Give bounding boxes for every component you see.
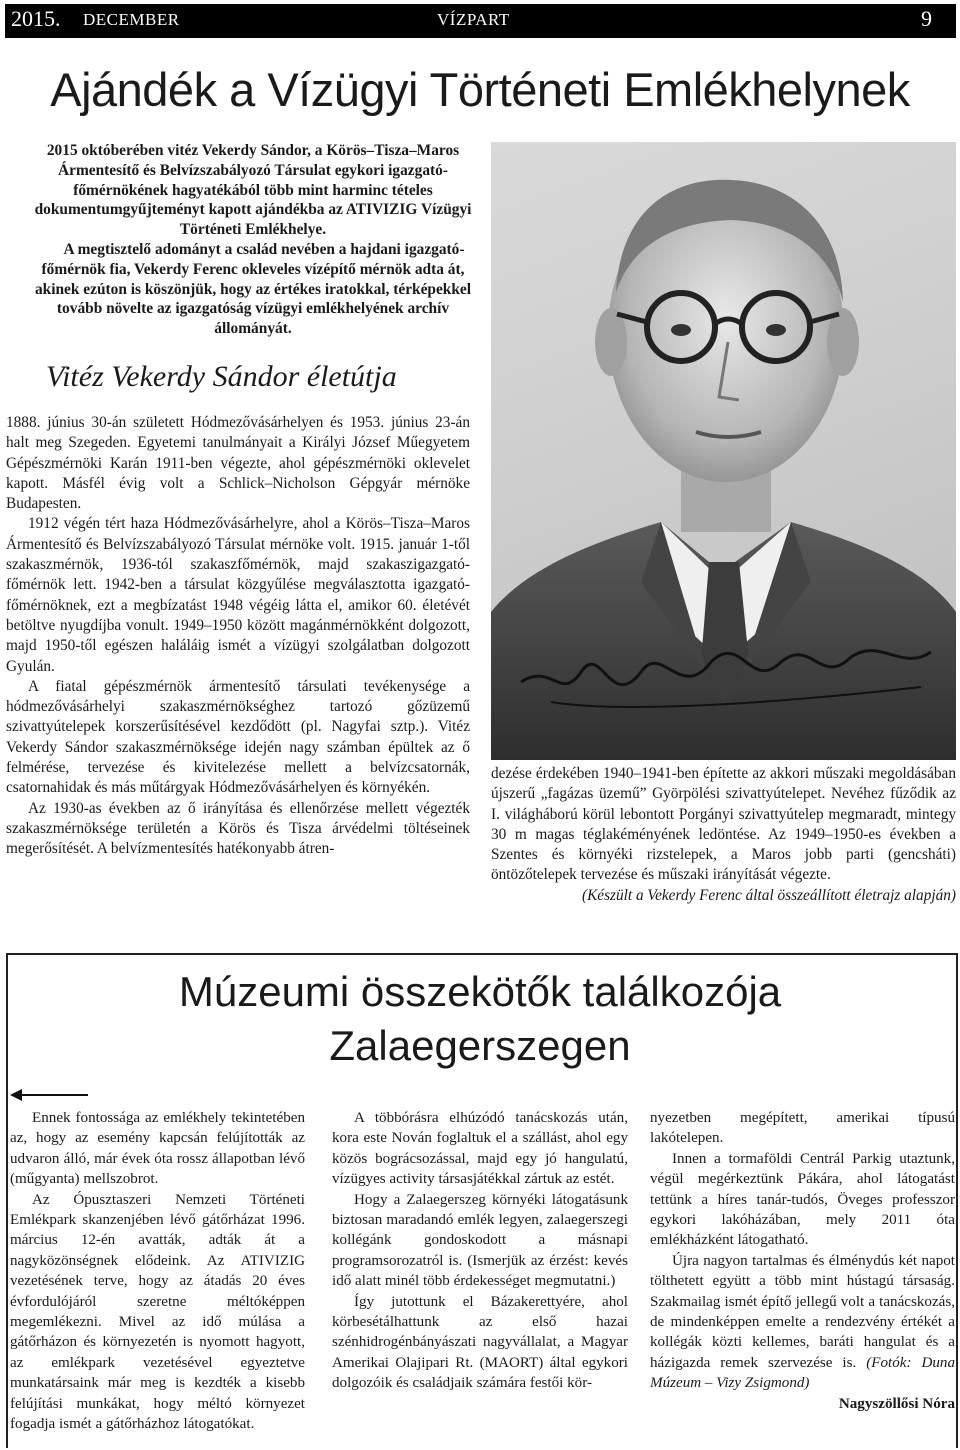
publication-name: VÍZPART — [437, 10, 510, 29]
body-paragraph: Így jutottunk el Bázakerettyére, ahol körbesétálhattunk az első hazai szénhidrogénbányászati nagyvállalat, a Magyar Amerikai Olajipari Rt. (MAORT) által egykori dolgozóik és családjaik számára festői kör- — [332, 1293, 628, 1392]
continuation-arrow-icon — [10, 1088, 90, 1102]
article-title: Ajándék a Vízügyi Történeti Emlékhelynek — [50, 63, 910, 116]
body-paragraph: Az 1930-as években az ő irányítása és ellenőrzése mellett végezték szakaszmérnöksége területén a Körös és Tisza árvédelmi töltéseinek megerősítését. A belvízmentesítés hatékonyabb átren- — [6, 799, 470, 858]
body-paragraph: dezése érdekében 1940–1941-ben építette az akkori műszaki megoldásában újszerű „fagázas üzemű” Györpölési szivattyútelepet. Nevéhez fűződik az I. világháború körül lebontott Porgányi szivattyútelep megmaradt, mintegy 30 m magas téglakéményének ledöntése. Az 1949–1950-es években a Szentes és környéki rizstelepek, a Maros jobb parti (gencsháti) öntözőtelepek tervezése és műszaki irányítását végezte. — [491, 765, 956, 884]
article2-title-line: Zalaegerszegen — [329, 1022, 631, 1069]
article2-column-3 — [650, 1108, 955, 1414]
body-paragraph: Ennek fontossága az emlékhely tekintetében az, hogy az esemény kapcsán felújították az udvaron álló, már évek óta rossz állapotban lévő (műgyanta) mellszobrot. — [10, 1110, 305, 1188]
body-paragraph: A fiatal gépészmérnök ármentesítő társulati tevékenysége a hódmezővásárhelyi szakaszmérnökséghez tartozó gőzüzemű szivattyútelepek korszerűsítésével kezdődött (pl. Nagyfai sztp.). Vitéz Vekerdy Sándor szakaszmérnöksége idején nagy számban épültek az ő felmérése, tervezése és kivitelezése mellett a belvízcsatornák, csatornahidak és más műtárgyak Hódmezővásárhelyen és környékén. — [6, 677, 470, 797]
author-name: Nagyszöllősi Nóra — [838, 1395, 955, 1412]
body-text: Újra nagyon tartalmas és élménydús két napot tölthetett együtt a több mint hústagú társaság. Szakmailag ismét építő jellegű volt a tanácskozás, de mindenképpen emelte a rendezvény értékét a kollégák közti kellemes, baráti hangulat és a házigazda remek szervezése is. — [650, 1252, 955, 1371]
article2-title-line: Múzeumi összekötők találkozója — [178, 968, 782, 1015]
issue-year: 2015. — [11, 6, 61, 31]
photo-credit: (Fotók: Duna Múzeum – Vizy Zsigmond) — [650, 1354, 955, 1392]
article2-column-1 — [10, 1108, 305, 1435]
body-paragraph: 1912 végén tért haza Hódmezővásárhelyre, ahol a Körös–Tisza–Maros Ármentesítő és Belvízszabályozó Társulat mérnöke volt. 1915. január 1-től szakaszmérnök, 1936-tól szakaszfőmérnök, majd szakaszigazgató-főmérnök lett. 1942-ben a társulat közgyűlése megválasztotta igazgató-főmérnöknek, ezt a megbízatást 1948 végéig látta el, amikor 60. életévét betöltve nyugdíjba vonult. 1949–1950 között magánmérnökként dolgozott, majd 1950-től egészen haláláig ismét a vízügyi szolgálatban dolgozott Gyulán. — [6, 515, 470, 675]
portrait-photo — [491, 142, 956, 760]
lead-paragraph: A megtisztelő adományt a család nevében a hajdani igazgató-főmérnök fia, Vekerdy Ferenc okleveles vízépítő mérnök adta át, akinek ezúton is köszönjük, hogy az értékes iratokkal, térképekkel tovább növelte az igazgatóság vízügyi emlékhelyének archív állományát. — [34, 240, 472, 338]
article-lead — [24, 141, 482, 339]
body-paragraph: A többórásra elhúzódó tanácskozás után, kora este Nován foglaltuk el a szállást, ahol egy közös bográcsozással, majd egy jó hangulatú, vízügyes activity társasjátékkal zártuk az estét. — [332, 1110, 628, 1188]
article-body-continued — [491, 764, 956, 906]
article2-title — [0, 965, 960, 1073]
body-paragraph: nyezetben megépített, amerikai típusú lakótelepen. — [650, 1110, 955, 1147]
section-subtitle: Vitéz Vekerdy Sándor életútja — [46, 360, 397, 393]
body-paragraph: Innen a tormaföldi Centrál Parkig utaztunk, végül megérkeztünk Pákára, ahol látogatást tettünk a híres tanár-tudós, Öveges professzor egykori lakóházában, mely 2011 óta emlékházként látogatható. — [650, 1150, 955, 1249]
page-header — [5, 4, 956, 38]
body-paragraph — [650, 1251, 955, 1394]
lead-paragraph: 2015 októberében vitéz Vekerdy Sándor, a Körös–Tisza–Maros Ármentesítő és Belvízszabályozó Társulat egykori igazgató-főmérnökének hagyatékából több mint harminc tételes dokumentumgyűjteményt kapott ajándékba az ATIVIZIG Vízügyi Történeti Emlékhelye. — [34, 142, 472, 239]
article2-column-2 — [332, 1108, 628, 1394]
body-paragraph: 1888. június 30-án született Hódmezővásárhelyen és 1953. június 23-án halt meg Szegeden. Egyetemi tanulmányait a Királyi József Műegyetem Gépészmérnöki Karán 1911-ben végezte, ahol gépészmérnöki oklevelet kapott. Másfél évig volt a Schlick–Nicholson Gépgyár mérnöke Budapesten. — [6, 414, 470, 513]
issue-month: DECEMBER — [83, 10, 180, 29]
body-paragraph: Az Ópusztaszeri Nemzeti Történeti Emlékpark skanzenjében lévő gátőrházat 1996. március 12-én avatták, adták át a nagyközönségnek elődeink. Az ATIVIZIG vezetésének terve, hogy az átadás 20 éves évfordulójáról szeretne méltóképpen megemlékezni. Mivel az idő múlása a gátőrházon és környezetén is nyomott hagyott, az emlékpark vezetésével egyeztetve munkatársaink már meg is kezdték a kisebb felújítási munkákat, hogy méltó környezet fogadja ismét a gátőrházhoz látogatókat. — [10, 1191, 305, 1433]
article-body — [6, 413, 470, 860]
source-credit: (Készült a Vekerdy Ferenc által összeállított életrajz alapján) — [581, 886, 956, 904]
page-number: 9 — [921, 6, 932, 31]
portrait-illustration — [491, 142, 956, 760]
body-paragraph: Hogy a Zalaegerszeg környéki látogatásunk biztosan maradandó emlék legyen, zalaegerszegi kollégánk gondoskodott a másnapi programsorozatról is. (Ismerjük az érzést: kevés idő alatt minél több érdekességet megmutatni.) — [332, 1191, 628, 1290]
